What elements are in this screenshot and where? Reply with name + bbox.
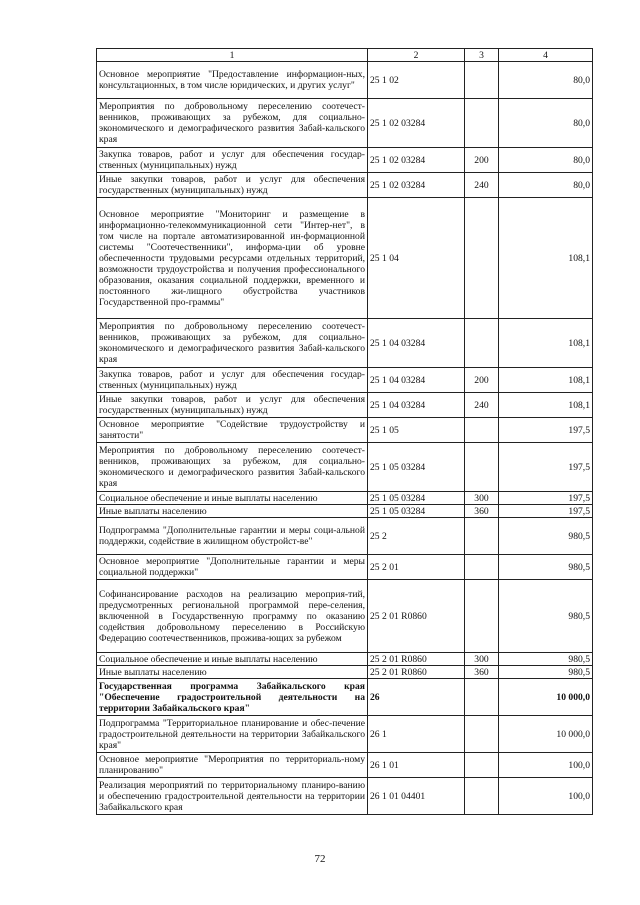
row-type-cell: 300 <box>465 492 499 505</box>
row-code-cell: 26 1 01 <box>368 753 465 778</box>
table-row <box>97 443 593 492</box>
row-sum-cell: 980,5 <box>499 580 593 653</box>
row-name-cell: Иные закупки товаров, работ и услуг для обеспечения государственных (муниципальных) нужд <box>97 173 368 198</box>
row-code-cell: 26 1 01 04401 <box>368 778 465 815</box>
row-type-cell <box>465 418 499 443</box>
row-name-cell: Иные выплаты населению <box>97 666 368 679</box>
row-sum-cell: 197,5 <box>499 505 593 518</box>
row-code-cell: 25 1 04 03284 <box>368 319 465 368</box>
row-type-cell <box>465 443 499 492</box>
row-name-cell: Закупка товаров, работ и услуг для обеспечения государ-ственных (муниципальных) нужд <box>97 368 368 393</box>
table-row <box>97 99 593 148</box>
table-row <box>97 173 593 198</box>
table-row <box>97 778 593 815</box>
row-name-cell: Софинансирование расходов на реализацию мероприя-тий, предусмотренных региональной программой пере-селения, включенной в Государственную программу по оказанию содействия добровольному переселению в Российскую Федерацию соотечественников, прожива-ющих за рубежом <box>97 580 368 653</box>
row-type-cell <box>465 555 499 580</box>
row-type-cell <box>465 679 499 716</box>
row-code-cell: 25 1 02 03284 <box>368 148 465 173</box>
row-type-cell <box>465 580 499 653</box>
row-type-cell: 240 <box>465 173 499 198</box>
table-row <box>97 62 593 99</box>
row-code-cell: 26 1 <box>368 716 465 753</box>
row-name-cell: Основное мероприятие "Мониторинг и размещение в информационно-телекоммуникационной сети "Интер-нет", в том числе на портале автоматизированной ин-формационной системы "Соотечественники", информа-ции об уровне обеспеченности трудовыми ресурсами отдельных территорий, возможности трудоустройства и получения профессионального образования, оказания социальной поддержки, временного и постоянного жи-лищного обустройства участников Государственной про-граммы" <box>97 198 368 319</box>
row-code-cell: 25 2 01 <box>368 555 465 580</box>
budget-sheet <box>96 48 592 815</box>
row-sum-cell: 980,5 <box>499 666 593 679</box>
row-sum-cell: 80,0 <box>499 99 593 148</box>
row-code-cell: 25 1 05 03284 <box>368 505 465 518</box>
row-type-cell: 360 <box>465 505 499 518</box>
row-sum-cell: 10 000,0 <box>499 679 593 716</box>
row-sum-cell: 980,5 <box>499 518 593 555</box>
table-header-row <box>97 49 593 62</box>
row-sum-cell: 197,5 <box>499 443 593 492</box>
table-row <box>97 148 593 173</box>
row-type-cell <box>465 518 499 555</box>
row-type-cell: 300 <box>465 653 499 666</box>
table-row <box>97 580 593 653</box>
table-row <box>97 666 593 679</box>
row-type-cell <box>465 753 499 778</box>
row-code-cell: 25 1 02 <box>368 62 465 99</box>
row-type-cell: 240 <box>465 393 499 418</box>
row-sum-cell: 108,1 <box>499 368 593 393</box>
table-row <box>97 319 593 368</box>
row-name-cell: Государственная программа Забайкальского края "Обеспечение градостроительной деятельности на территории Забайкальского края" <box>97 679 368 716</box>
row-code-cell: 25 2 01 R0860 <box>368 653 465 666</box>
row-code-cell: 25 1 02 03284 <box>368 99 465 148</box>
row-type-cell <box>465 99 499 148</box>
header-col-4: 4 <box>499 49 593 62</box>
row-name-cell: Социальное обеспечение и иные выплаты населению <box>97 653 368 666</box>
row-type-cell <box>465 319 499 368</box>
row-name-cell: Мероприятия по добровольному переселению соотечест-венников, проживающих за рубежом, для социально-экономического и демографического развития Забай-кальского края <box>97 99 368 148</box>
row-type-cell <box>465 716 499 753</box>
row-name-cell: Основное мероприятие "Содействие трудоустройству и занятости" <box>97 418 368 443</box>
row-code-cell: 25 1 02 03284 <box>368 173 465 198</box>
row-type-cell: 360 <box>465 666 499 679</box>
table-row <box>97 198 593 319</box>
row-sum-cell: 108,1 <box>499 319 593 368</box>
row-sum-cell: 980,5 <box>499 653 593 666</box>
table-row <box>97 393 593 418</box>
row-name-cell: Иные закупки товаров, работ и услуг для обеспечения государственных (муниципальных) нужд <box>97 393 368 418</box>
page-number: 72 <box>314 853 326 865</box>
row-type-cell: 200 <box>465 148 499 173</box>
row-sum-cell: 80,0 <box>499 173 593 198</box>
row-code-cell: 25 1 05 03284 <box>368 492 465 505</box>
row-type-cell: 200 <box>465 368 499 393</box>
table-row <box>97 505 593 518</box>
row-name-cell: Мероприятия по добровольному переселению соотечест-венников, проживающих за рубежом, для социально-экономического и демографического развития Забай-кальского края <box>97 319 368 368</box>
row-code-cell: 25 1 04 03284 <box>368 368 465 393</box>
row-code-cell: 25 1 04 03284 <box>368 393 465 418</box>
row-name-cell: Закупка товаров, работ и услуг для обеспечения государ-ственных (муниципальных) нужд <box>97 148 368 173</box>
row-sum-cell: 100,0 <box>499 778 593 815</box>
row-sum-cell: 980,5 <box>499 555 593 580</box>
row-sum-cell: 197,5 <box>499 418 593 443</box>
row-sum-cell: 80,0 <box>499 148 593 173</box>
row-type-cell <box>465 198 499 319</box>
row-code-cell: 25 2 01 R0860 <box>368 580 465 653</box>
row-sum-cell: 197,5 <box>499 492 593 505</box>
row-code-cell: 25 1 05 <box>368 418 465 443</box>
table-body <box>97 62 593 815</box>
row-code-cell: 25 1 04 <box>368 198 465 319</box>
table-row <box>97 679 593 716</box>
row-name-cell: Иные выплаты населению <box>97 505 368 518</box>
table-row <box>97 368 593 393</box>
row-sum-cell: 80,0 <box>499 62 593 99</box>
row-name-cell: Основное мероприятие "Дополнительные гарантии и меры социальной поддержки" <box>97 555 368 580</box>
row-name-cell: Основное мероприятие "Предоставление информацион-ных, консультационных, в том числе юридических, и других услуг" <box>97 62 368 99</box>
row-type-cell <box>465 778 499 815</box>
table-row <box>97 492 593 505</box>
table-row <box>97 653 593 666</box>
row-code-cell: 25 2 01 R0860 <box>368 666 465 679</box>
row-name-cell: Социальное обеспечение и иные выплаты населению <box>97 492 368 505</box>
row-name-cell: Мероприятия по добровольному переселению соотечест-венников, проживающих за рубежом, для социально-экономического и демографического развития Забай-кальского края <box>97 443 368 492</box>
row-sum-cell: 10 000,0 <box>499 716 593 753</box>
header-col-3: 3 <box>465 49 499 62</box>
table-row <box>97 518 593 555</box>
row-name-cell: Подпрограмма "Территориальное планирование и обес-печение градостроительной деятельности на территории Забайкальского края" <box>97 716 368 753</box>
table-row <box>97 555 593 580</box>
row-code-cell: 25 2 <box>368 518 465 555</box>
row-name-cell: Подпрограмма "Дополнительные гарантии и меры соци-альной поддержки, содействие в жилищном обустройст-ве" <box>97 518 368 555</box>
row-sum-cell: 108,1 <box>499 198 593 319</box>
row-name-cell: Реализация мероприятий по территориальному планиро-ванию и обеспечению градостроительной деятельности на территории Забайкальского края <box>97 778 368 815</box>
header-col-1: 1 <box>97 49 368 62</box>
row-name-cell: Основное мероприятие "Мероприятия по территориаль-ному планированию" <box>97 753 368 778</box>
row-code-cell: 25 1 05 03284 <box>368 443 465 492</box>
table-row <box>97 753 593 778</box>
header-col-2: 2 <box>368 49 465 62</box>
table-row <box>97 716 593 753</box>
table-row <box>97 418 593 443</box>
row-sum-cell: 108,1 <box>499 393 593 418</box>
budget-table <box>96 48 593 815</box>
row-sum-cell: 100,0 <box>499 753 593 778</box>
row-type-cell <box>465 62 499 99</box>
row-code-cell: 26 <box>368 679 465 716</box>
